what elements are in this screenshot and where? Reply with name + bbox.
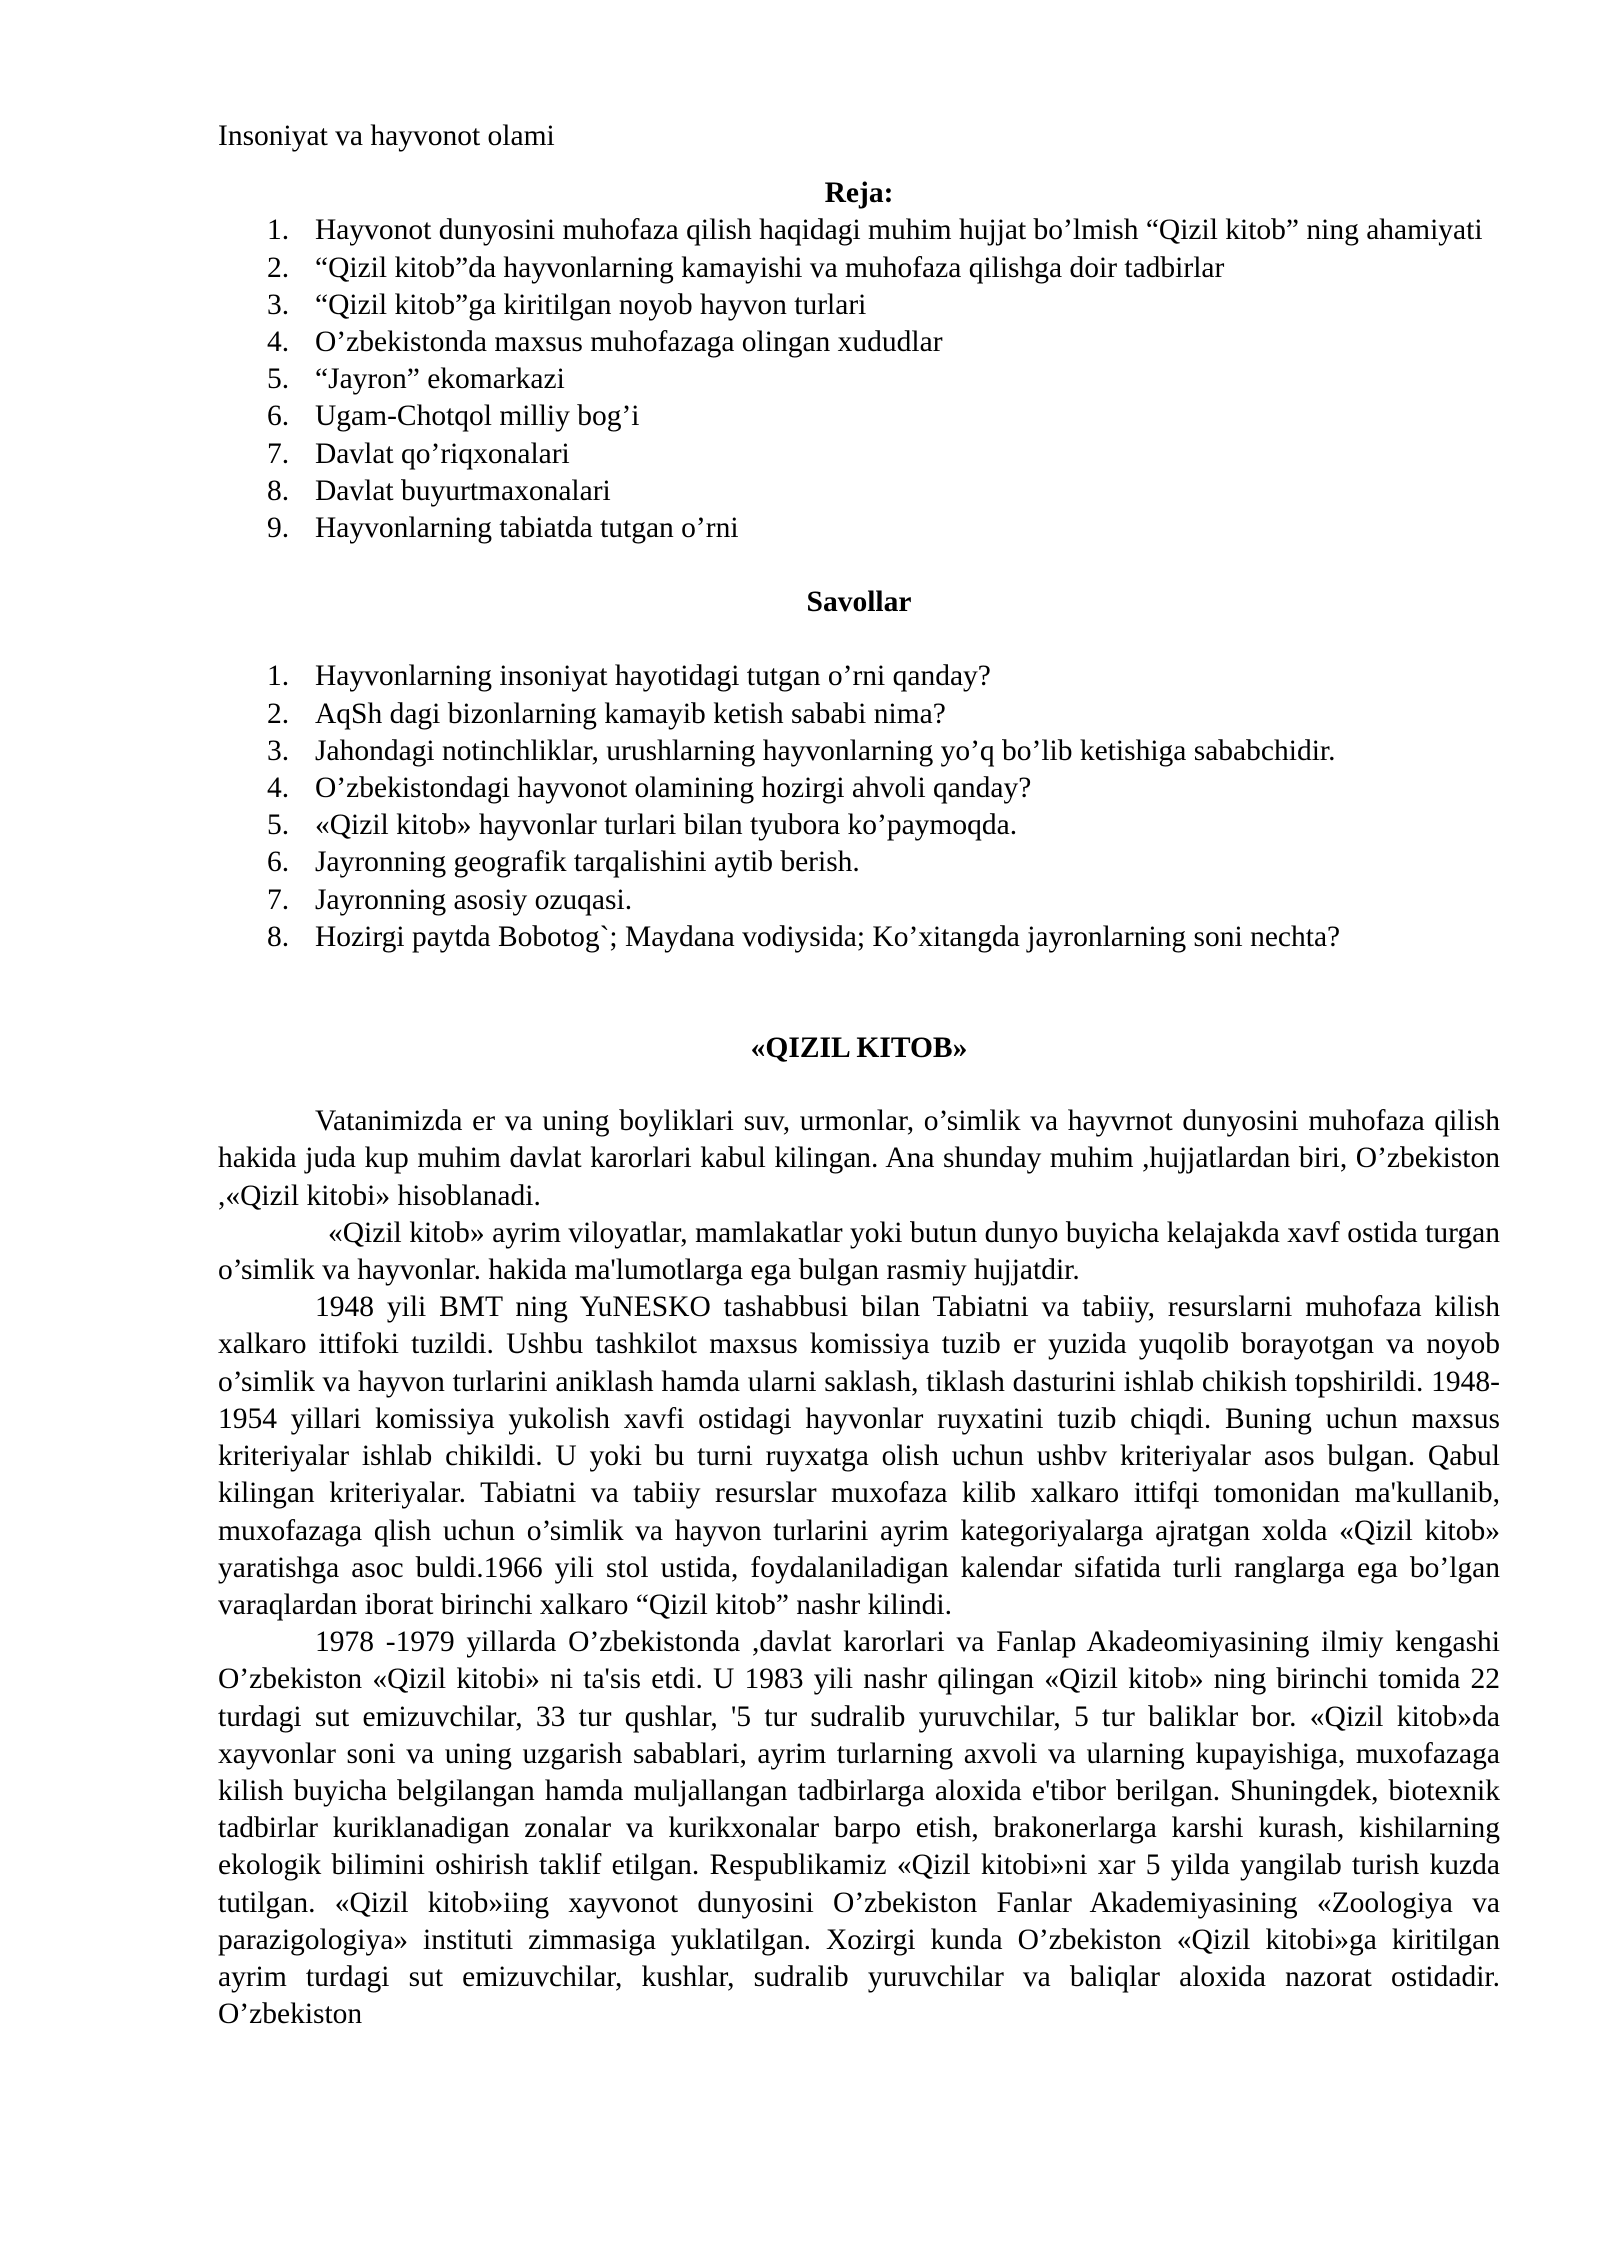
list-item-text: “Qizil kitob”da hayvonlarning kamayishi va muhofaza qilishga doir tadbirlar [315, 251, 1225, 284]
list-item-text: Ugam-Chotqol milliy bog’i [315, 400, 640, 433]
list-item [218, 770, 1500, 807]
list-item [218, 658, 1500, 695]
list-item [218, 250, 1500, 287]
list-number: 2. [267, 697, 290, 730]
list-number: 8. [267, 474, 290, 507]
list-number: 3. [267, 734, 290, 767]
list-item-text: Hayvonlarning tabiatda tutgan o’rni [315, 512, 739, 545]
body-paragraph: 1978 -1979 yillarda O’zbekistonda ,davlat karorlari va Fanlap Akadeomiyasining ilmiy kengashi O’zbekiston «Qizil kitobi» ni ta'sis etdi. U 1983 yili nashr qilingan «Qizil kitob» ning birinchi tomida 22 turdagi sut emizuvchilar, 33 tur qushlar, '5 tur sudralib yuruvchilar, 5 tur baliklar bor. «Qizil kitob»da xayvonlar soni va uning uzgarish sabablari, ayrim turlarning axvoli va ularning kupayishiga, muxofazaga kilish buyicha belgilangan hamda muljallangan tadbirlarga aloxida e'tibor berilgan. Shuningdek, biotexnik tadbirlar kuriklanadigan zonalar va kurikxonalar barpo etish, brakonerlarga karshi kurash, kishilarning ekologik bilimini oshirish taklif etilgan. Respublikamiz «Qizil kitobi»ni xar 5 yilda yangilab turish kuzda tutilgan. «Qizil kitob»iing xayvonot dunyosini O’zbekiston Fanlar Akademiyasining «Zoologiya va parazigologiya» instituti zimmasiga yuklatilgan. Xozirgi kunda O’zbekiston «Qizil kitobi»ga kiritilgan ayrim turdagi sut emizuvchilar, kushlar, sudralib yuruvchilar va baliqlar aloxida nazorat ostidadir. O’zbekiston [218, 1626, 1500, 2031]
list-item [218, 361, 1500, 398]
plan-heading: Reja: [824, 177, 894, 210]
list-item [218, 510, 1500, 547]
list-item [218, 324, 1500, 361]
list-number: 4. [267, 772, 290, 805]
list-number: 5. [267, 809, 290, 842]
list-number: 9. [267, 512, 290, 545]
list-number: 8. [267, 920, 290, 953]
list-item [218, 733, 1500, 770]
body-paragraph: Vatanimizda er va uning boyliklari suv, urmonlar, o’simlik va hayvrnot dunyosini muhofaza qilish hakida juda kup muhim davlat karorlari kabul kilingan. Ana shunday muhim ,hujjatlardan biri, O’zbekiston ,«Qizil kitobi» hisoblanadi. [218, 1105, 1500, 1212]
list-item-text: O’zbekistonda maxsus muhofazaga olingan xududlar [315, 326, 943, 359]
list-item [218, 212, 1500, 249]
list-item [218, 287, 1500, 324]
section-heading: «QIZIL KITOB» [750, 1032, 968, 1065]
document-title: Insoniyat va hayvonot olami [218, 120, 555, 152]
list-item [218, 919, 1500, 956]
list-item-text: Jayronning geografik tarqalishini aytib berish. [315, 846, 860, 879]
list-item [218, 807, 1500, 844]
list-item [218, 696, 1500, 733]
list-number: 6. [267, 400, 290, 433]
list-item-text: “Qizil kitob”ga kiritilgan noyob hayvon turlari [315, 288, 867, 321]
list-number: 6. [267, 846, 290, 879]
body-paragraph: 1948 yili BMT ning YuNESKO tashabbusi bilan Tabiatni va tabiiy, resurslarni muhofaza kilish xalkaro ittifoki tuzildi. Ushbu tashkilot maxsus komissiya tuzib er yuzida yuqolib borayotgan va noyob o’simlik va hayvon turlarini aniklash hamda ularni saklash, tiklash dasturini ishlab chikish topshirildi. 1948-1954 yillari komissiya yukolish xavfi ostidagi hayvonlar ruyxatini tuzib chiqdi. Buning uchun maxsus kriteriyalar ishlab chikildi. U yoki bu turni ruyxatga olish uchun ushbv kriteriyalar asos bulgan. Qabul kilingan kriteriyalar. Tabiatni va tabiiy resurslar muxofaza kilib xalkaro ittifqi tomonidan ma'kullanib, muxofazaga qlish uchun o’simlik va hayvon turlarini ayrim kategoriyalarga ajratgan xolda «Qizil kitob» yaratishga asoc buldi.1966 yili stol ustida, foydalaniladigan kalendar sifatida turli ranglarga ega bo’lgan varaqlardan iborat birinchi xalkaro “Qizil kitob” nashr kilindi. [218, 1291, 1500, 1621]
list-item-text: Hayvonot dunyosini muhofaza qilish haqidagi muhim hujjat bo’lmish “Qizil kitob” ning ahamiyati [315, 214, 1483, 247]
list-number: 5. [267, 363, 290, 396]
list-number: 7. [267, 437, 290, 470]
list-number: 4. [267, 326, 290, 359]
list-number: 1. [267, 214, 290, 247]
list-number: 2. [267, 251, 290, 284]
body-paragraph: «Qizil kitob» ayrim viloyatlar, mamlakatlar yoki butun dunyo buyicha kelajakda xavf ostida turgan o’simlik va hayvonlar. hakida ma'lumotlarga ega bulgan rasmiy hujjatdir. [218, 1216, 1500, 1287]
list-item-text: Hayvonlarning insoniyat hayotidagi tutgan o’rni qanday? [315, 660, 991, 693]
list-number: 3. [267, 288, 290, 321]
list-item [218, 844, 1500, 881]
list-item-text: O’zbekistondagi hayvonot olamining hozirgi ahvoli qanday? [315, 772, 1032, 805]
list-item [218, 882, 1500, 919]
list-item-text: Hozirgi paytda Bobotog`; Maydana vodiysida; Ko’xitangda jayronlarning soni nechta? [315, 920, 1341, 953]
list-item [218, 398, 1500, 435]
questions-heading: Savollar [806, 586, 912, 619]
list-item-text: Davlat qo’riqxonalari [315, 437, 570, 470]
list-item-text: Jayronning asosiy ozuqasi. [315, 883, 633, 916]
list-item [218, 436, 1500, 473]
list-item-text: AqSh dagi bizonlarning kamayib ketish sababi nima? [315, 697, 946, 730]
list-item-text: “Jayron” ekomarkazi [315, 363, 565, 396]
list-item-text: Jahondagi notinchliklar, urushlarning hayvonlarning yo’q bo’lib ketishiga sababchidir. [315, 734, 1336, 767]
list-item-text: Davlat buyurtmaxonalari [315, 474, 611, 507]
list-number: 1. [267, 660, 290, 693]
questions-list [218, 658, 1500, 956]
document-page [218, 118, 1500, 2033]
list-item [218, 473, 1500, 510]
list-number: 7. [267, 883, 290, 916]
plan-list [218, 212, 1500, 547]
list-item-text: «Qizil kitob» hayvonlar turlari bilan tyubora ko’paymoqda. [315, 809, 1018, 842]
